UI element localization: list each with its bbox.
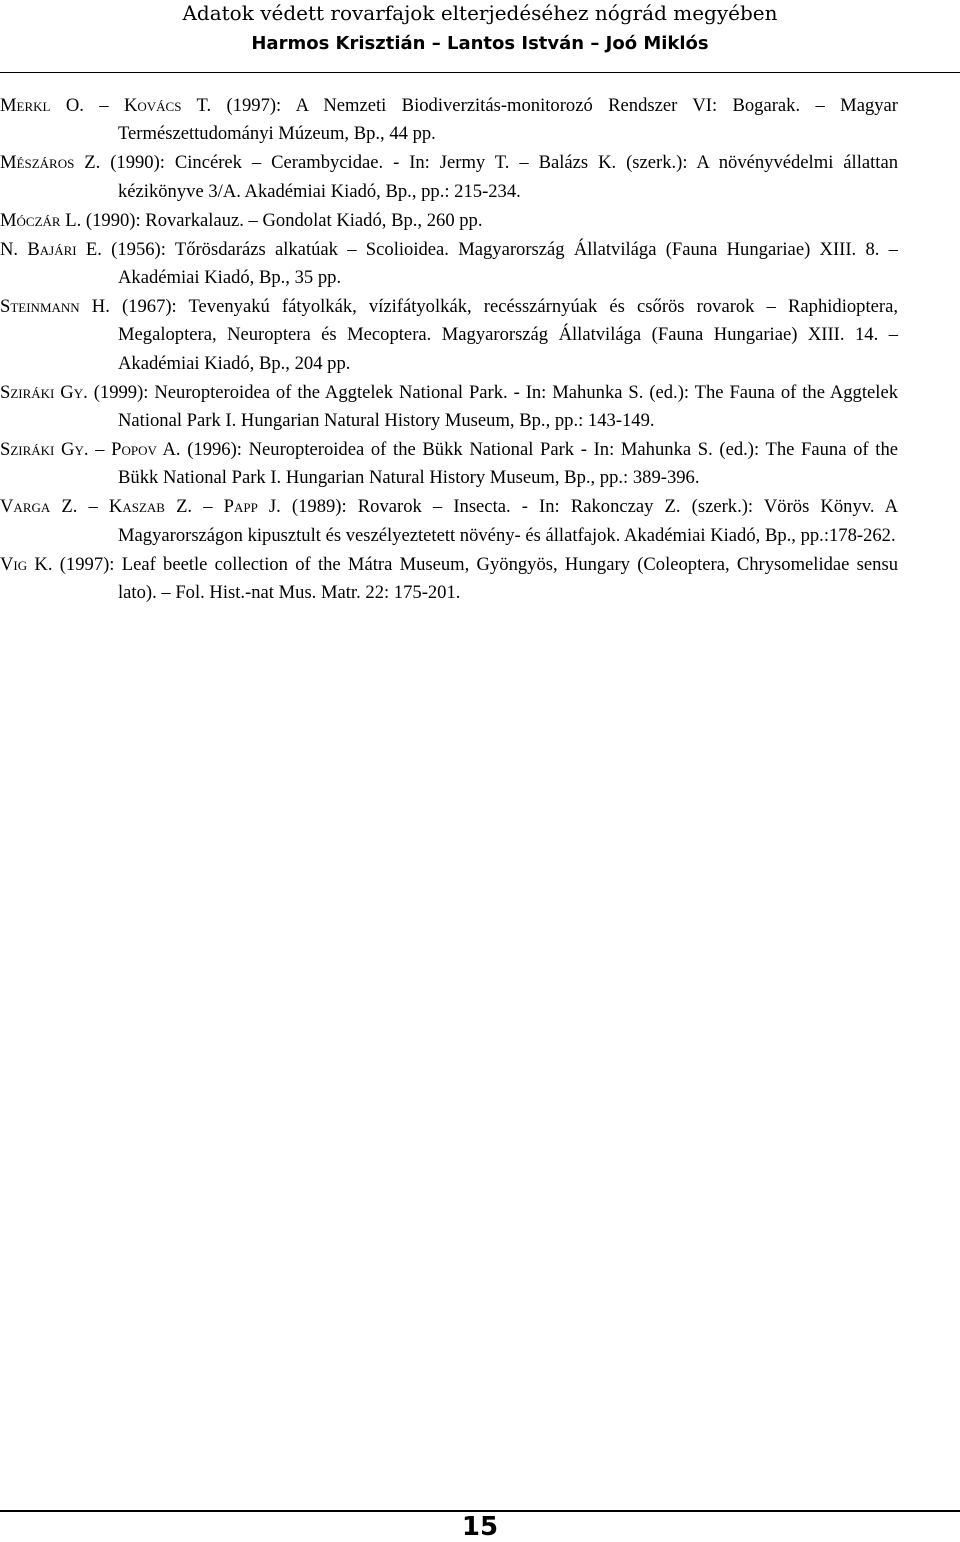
reference-text: (1956): Tőrösdarázs alkatúak – Scolioidea. Magyarország Állatvilága (Fauna Hungariae) XIII. 8. – Akadémiai Kiadó, Bp., 35 pp. (111, 238, 898, 288)
reference-item (0, 293, 898, 378)
reference-authors: Mészáros Z. (0, 152, 101, 174)
header-divider (0, 72, 960, 73)
reference-text: (1967): Tevenyakú fátyolkák, vízifátyolkák, recésszárnyúak és csőrös rovarok – Raphidioptera, Megaloptera, Neuroptera és Mecoptera. Magyarország Állatvilága (Fauna Hungariae) XIII. 14. – Akadémiai Kiadó, Bp., 204 pp. (118, 295, 898, 374)
reference-item (0, 379, 898, 436)
reference-text: (1990): Rovarkalauz. – Gondolat Kiadó, Bp., 260 pp. (85, 209, 483, 231)
reference-item (0, 436, 898, 493)
header-authors: Harmos Krisztián – Lantos István – Joó Miklós (251, 33, 709, 54)
header-title: Adatok védett rovarfajok elterjedéséhez nógrád megyében (182, 1, 778, 25)
reference-list (0, 92, 898, 608)
reference-authors: Merkl O. – Kovács T. (0, 95, 212, 116)
reference-authors: Móczár L. (0, 209, 82, 231)
reference-item (0, 149, 898, 206)
reference-item (0, 493, 898, 550)
reference-item (0, 236, 898, 293)
reference-authors: Sziráki Gy. – Popov A. (0, 438, 181, 460)
reference-text: (1999): Neuropteroidea of the Aggtelek National Park. - In: Mahunka S. (ed.): The Fauna of the Aggtelek National Park I. Hungarian Natural History Museum, Bp., pp.: 143-149. (93, 381, 898, 431)
reference-item (0, 551, 898, 608)
reference-authors: Steinmann H. (0, 295, 110, 317)
running-header (0, 0, 960, 78)
reference-item (0, 92, 898, 149)
reference-authors: N. Bajári E. (0, 238, 102, 260)
reference-item (0, 207, 898, 235)
reference-authors: Vig K. (0, 553, 53, 575)
page-number: 15 (461, 1512, 499, 1542)
reference-authors: Varga Z. – Kaszab Z. – Papp J. (0, 496, 281, 518)
reference-text: (1990): Cincérek – Cerambycidae. - In: Jermy T. – Balázs K. (szerk.): A növényvédelmi állattan kézikönyve 3/A. Akadémiai Kiadó, Bp., pp.: 215-234. (110, 152, 899, 202)
reference-authors: Sziráki Gy. (0, 381, 88, 403)
reference-text: (1997): A Nemzeti Biodiverzitás-monitorozó Rendszer VI: Bogarak. – Magyar Természettudományi Múzeum, Bp., 44 pp. (118, 95, 898, 145)
reference-text: (1996): Neuropteroidea of the Bükk National Park - In: Mahunka S. (ed.): The Fauna of the Bükk National Park I. Hungarian Natural History Museum, Bp., pp.: 389-396. (118, 438, 898, 489)
reference-text: (1997): Leaf beetle collection of the Mátra Museum, Gyöngyös, Hungary (Coleoptera, Chrysomelidae sensu lato). – Fol. Hist.-nat Mus. Matr. 22: 175-201. (59, 553, 898, 603)
reference-text: (1989): Rovarok – Insecta. - In: Rakonczay Z. (szerk.): Vörös Könyv. A Magyarországon kipusztult és veszélyeztetett növény- és állatfajok. Akadémiai Kiadó, Bp., pp.:178-262. (118, 496, 899, 546)
